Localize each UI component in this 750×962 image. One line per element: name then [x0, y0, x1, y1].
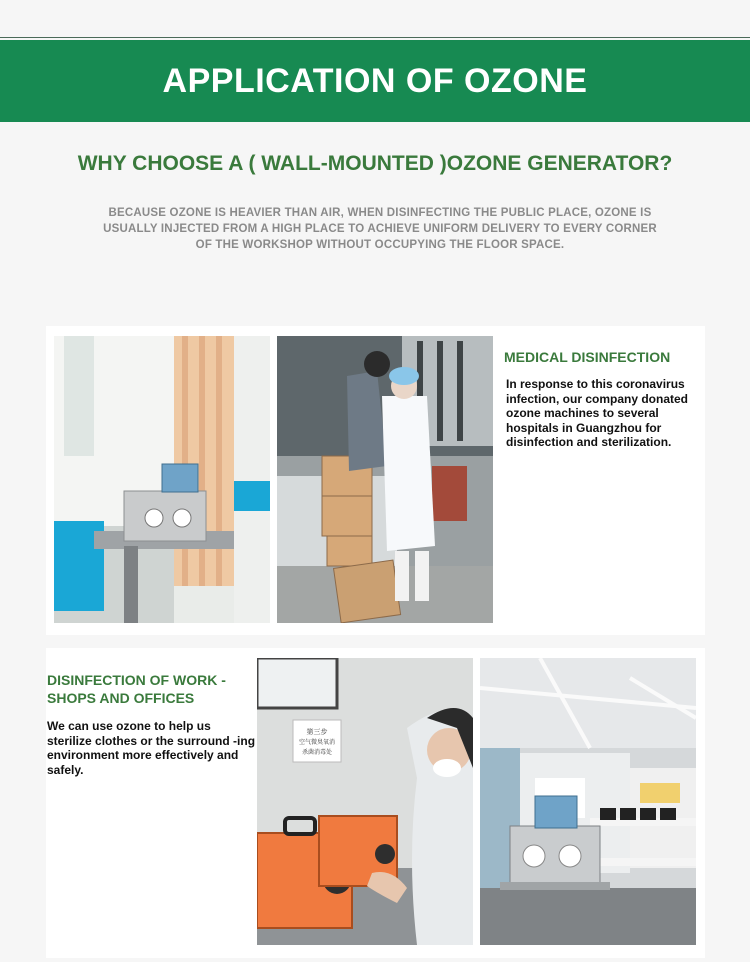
page-title: APPLICATION OF OZONE — [162, 61, 588, 100]
workshop-section-title: DISINFECTION OF WORK -SHOPS AND OFFICES — [47, 672, 226, 706]
svg-text:第三步: 第三步 — [306, 728, 328, 736]
workshop-section-body: We can use ozone to help us sterilize clothes or the surround -ing environment more effectively and safely. — [47, 719, 256, 777]
office-wall-mounted-ozone-machine-photo — [480, 658, 696, 945]
intro-paragraph: BECAUSE OZONE IS HEAVIER THAN AIR, WHEN DISINFECTING THE PUBLIC PLACE, OZONE IS USUALLY INJECTED FROM A HIGH PLACE TO ACHIEVE UNIFORM DELIVERY TO EVERY CORNER OF THE WORKSHOP WITHOUT OCCUPYING THE FLOOR SPACE. — [103, 207, 657, 251]
medical-staff-receiving-boxes-photo — [277, 336, 493, 623]
hospital-ward-ozone-machine-photo — [54, 336, 270, 623]
medical-section-card — [46, 326, 705, 635]
worker-with-orange-ozone-machines-photo — [257, 658, 473, 945]
svg-text:杀菌消毒处: 杀菌消毒处 — [301, 749, 333, 756]
medical-section-title: MEDICAL DISINFECTION — [504, 349, 671, 365]
workshop-section-card — [46, 648, 705, 958]
intro-heading: WHY CHOOSE A ( WALL-MOUNTED )OZONE GENERATOR? — [77, 152, 673, 175]
svg-text:空气微臭氧消: 空气微臭氧消 — [298, 739, 336, 746]
title-banner — [0, 40, 750, 122]
top-divider — [0, 37, 750, 38]
medical-section-body: In response to this coronavirus infection, our company donated ozone machines to several hospitals in Guangzhou for disinfection and sterilization. — [506, 377, 689, 449]
